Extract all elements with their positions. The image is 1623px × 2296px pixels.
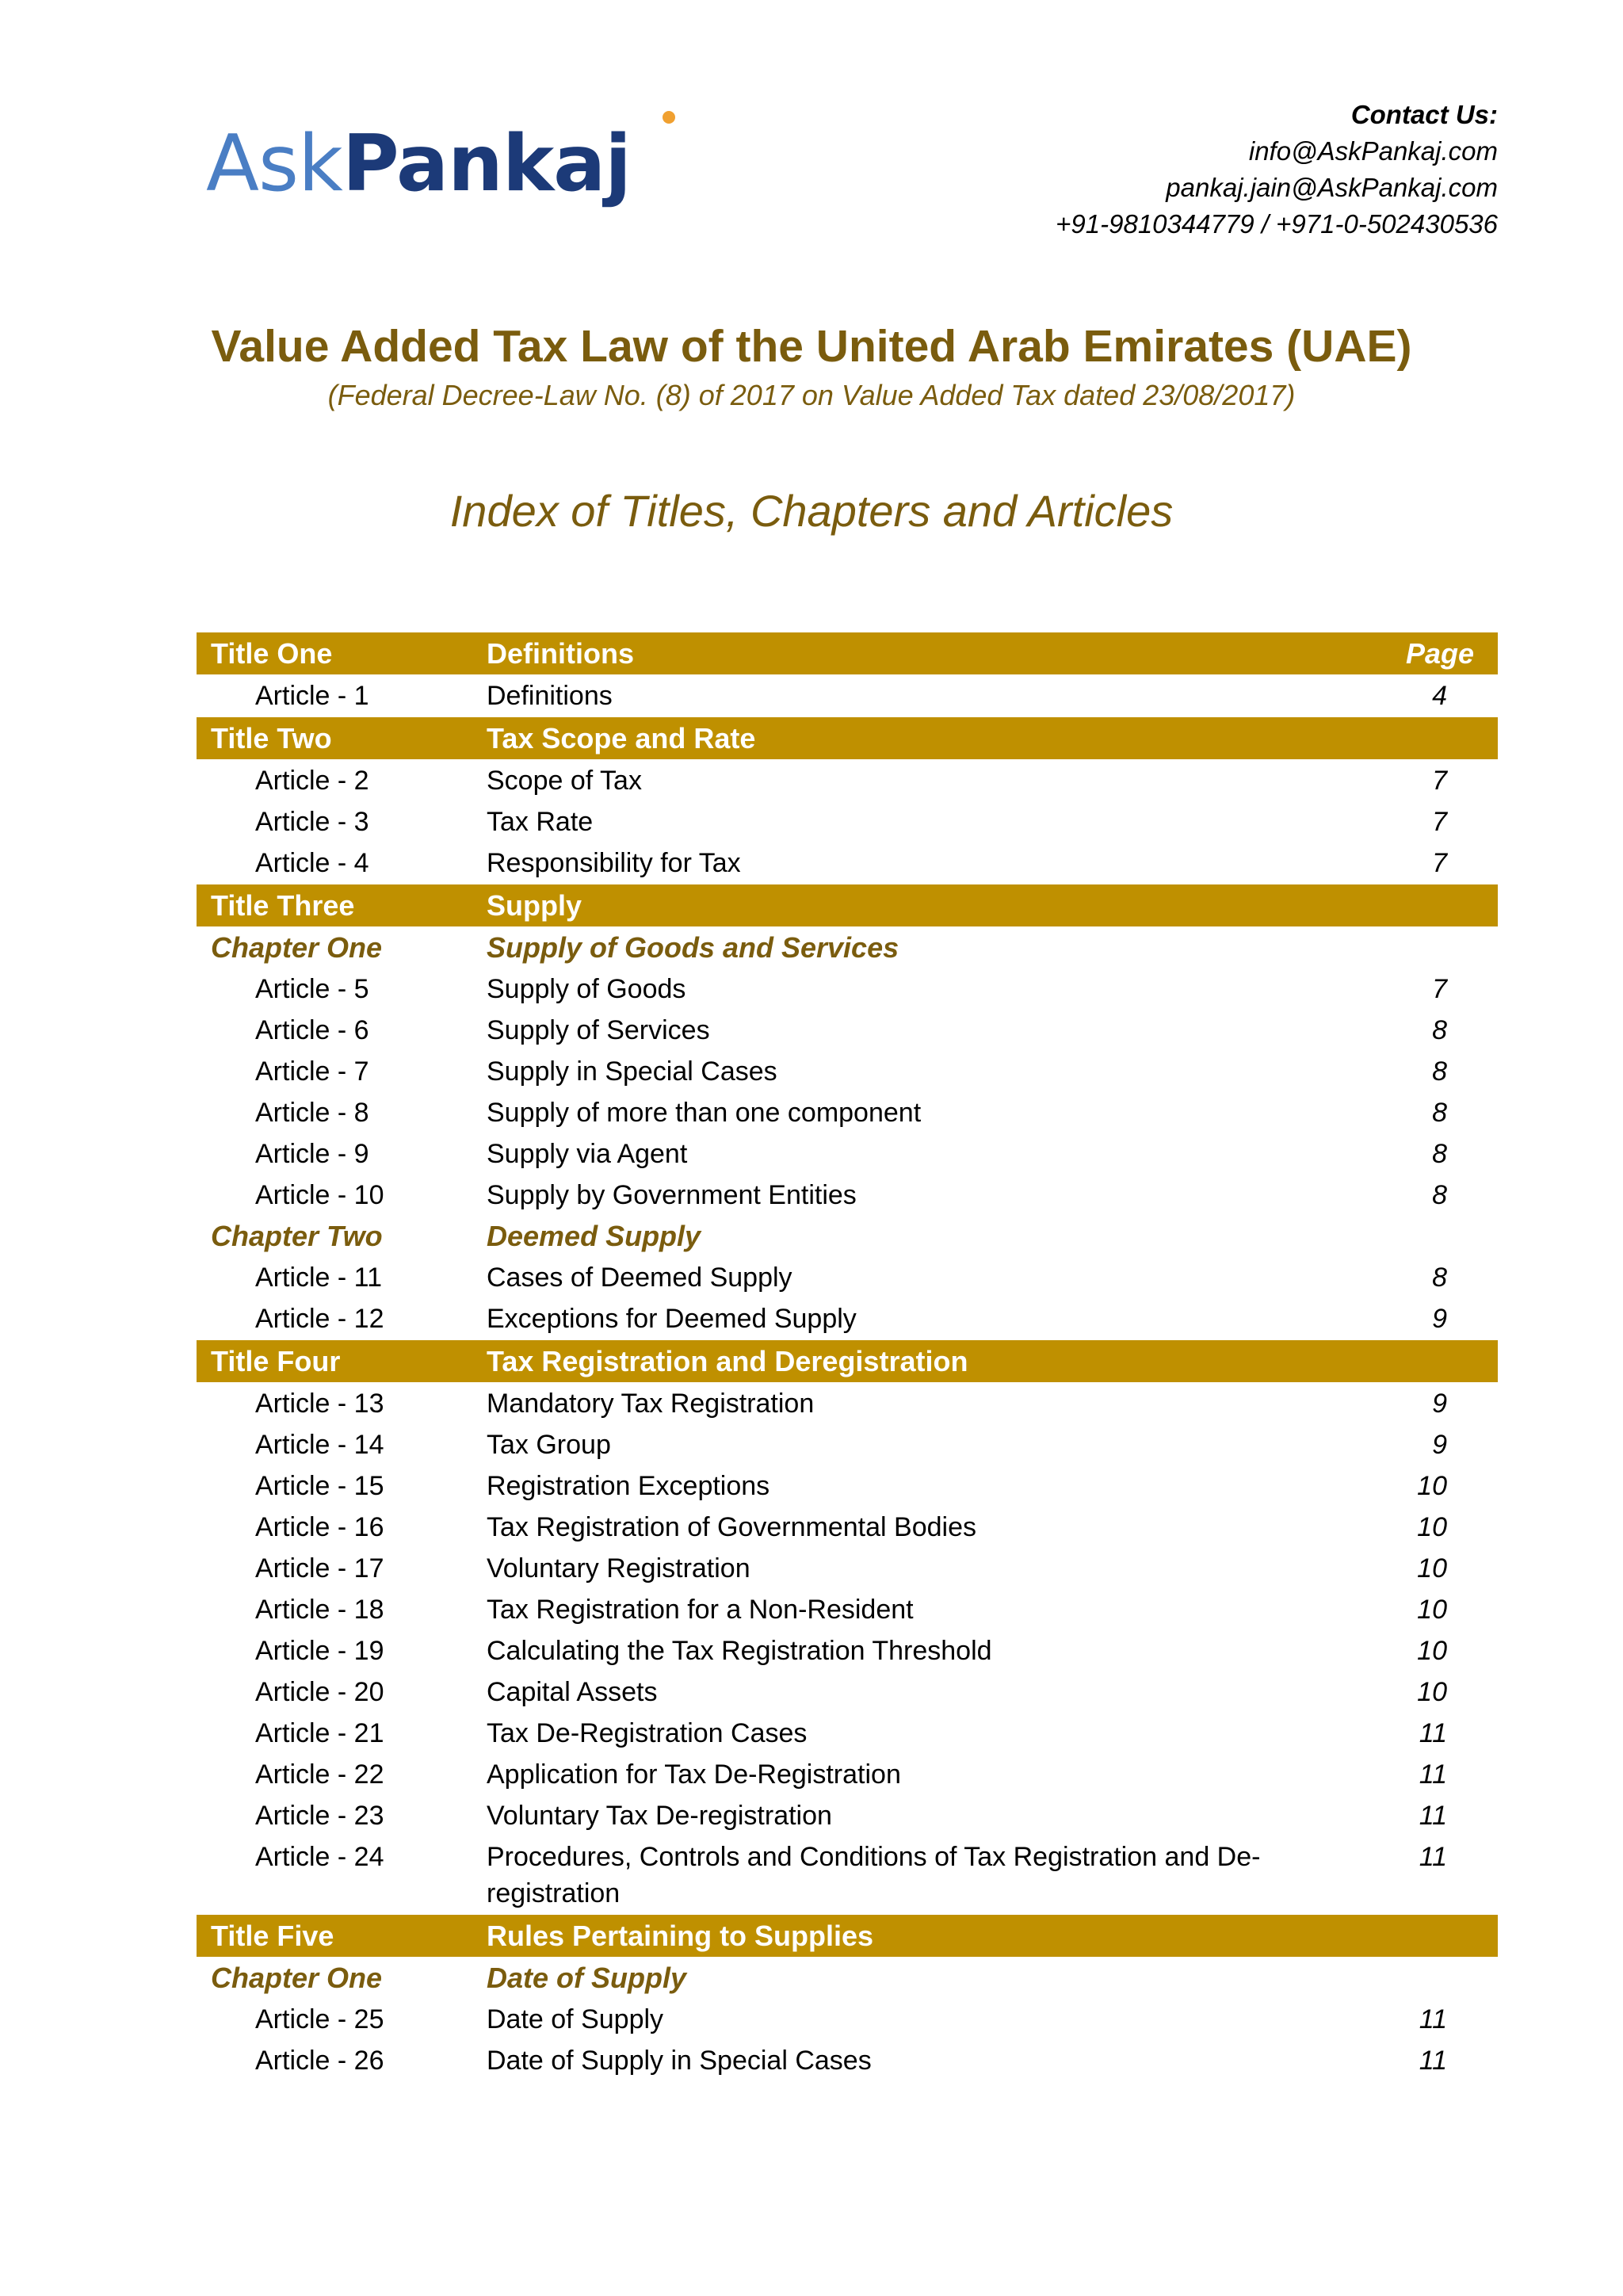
toc-title-row: [197, 884, 1498, 926]
toc-article-name: Tax De-Registration Cases: [487, 1718, 808, 1748]
toc-article-name: Date of Supply: [487, 2004, 664, 2034]
toc-page-number: 11: [1419, 1718, 1447, 1748]
toc-article-name: Voluntary Tax De-registration: [487, 1801, 832, 1831]
toc-article-label: Article - 16: [255, 1512, 384, 1542]
toc-page-number: 10: [1417, 1553, 1447, 1584]
toc-article-row: [197, 1133, 1498, 1175]
askpankaj-logo: [206, 105, 631, 223]
contact-block: [1056, 97, 1498, 243]
toc-article-label: Article - 22: [255, 1759, 384, 1790]
toc-article-label: Article - 15: [255, 1471, 384, 1501]
toc-page-number: 4: [1432, 681, 1447, 711]
toc-article-row: [197, 968, 1498, 1010]
toc-page-number: 9: [1432, 1304, 1447, 1334]
toc-article-label: Article - 8: [255, 1098, 369, 1128]
toc-article-row: [197, 1175, 1498, 1216]
toc-article-label: Article - 13: [255, 1389, 384, 1419]
toc-article-label: Article - 23: [255, 1801, 384, 1831]
toc-article-label: Article - 19: [255, 1636, 384, 1666]
toc-article-row: [197, 760, 1498, 801]
toc-page-number: 7: [1432, 848, 1447, 878]
toc-page-number: 10: [1417, 1595, 1447, 1625]
logo-text-ask: Ask: [206, 119, 342, 209]
toc-article-name: Registration Exceptions: [487, 1471, 770, 1501]
toc-chapter-name: Date of Supply: [487, 1962, 687, 1994]
logo-text-pankaj: Pankaj: [342, 119, 631, 209]
toc-article-row: [197, 1589, 1498, 1630]
toc-article-name: Supply by Government Entities: [487, 1180, 857, 1210]
toc-article-label: Article - 4: [255, 848, 369, 878]
toc-article-name: Capital Assets: [487, 1677, 658, 1707]
toc-chapter-row: [197, 927, 1498, 968]
toc-title-name: Definitions: [487, 637, 634, 670]
toc-article-name: Cases of Deemed Supply: [487, 1263, 792, 1293]
toc-article-name: Exceptions for Deemed Supply: [487, 1304, 857, 1334]
document-title: Value Added Tax Law of the United Arab Emirates (UAE): [211, 321, 1412, 372]
toc-chapter-name: Supply of Goods and Services: [487, 931, 899, 964]
table-of-contents: [197, 632, 1498, 2081]
toc-article-label: Article - 3: [255, 807, 369, 837]
toc-article-name: Supply via Agent: [487, 1139, 688, 1169]
toc-article-label: Article - 5: [255, 974, 369, 1004]
toc-page-number: 11: [1419, 2004, 1447, 2034]
toc-article-label: Article - 20: [255, 1677, 384, 1707]
toc-article-label: Article - 2: [255, 766, 369, 796]
toc-title-label: Title Three: [211, 889, 355, 922]
toc-article-label: Article - 18: [255, 1595, 384, 1625]
toc-page-number: 8: [1432, 1098, 1447, 1128]
toc-article-row: [197, 1257, 1498, 1298]
toc-article-row: [197, 1836, 1498, 1914]
toc-page-number: 11: [1419, 1801, 1447, 1831]
toc-article-label: Article - 26: [255, 2046, 384, 2076]
toc-article-name: Supply of Goods: [487, 974, 686, 1004]
toc-article-name: Application for Tax De-Registration: [487, 1759, 901, 1790]
toc-title-name: Rules Pertaining to Supplies: [487, 1920, 874, 1952]
toc-title-name: Tax Registration and Deregistration: [487, 1345, 968, 1377]
toc-article-row: [197, 1999, 1498, 2040]
toc-chapter-label: Chapter One: [211, 931, 383, 964]
contact-phone: +91-9810344779 / +971-0-502430536: [1056, 209, 1498, 239]
toc-article-name: Tax Group: [487, 1430, 611, 1460]
toc-page-number: 8: [1432, 1263, 1447, 1293]
toc-page-number: 7: [1432, 974, 1447, 1004]
toc-title-label: Title Two: [211, 722, 332, 755]
toc-article-row: [197, 1383, 1498, 1424]
toc-article-label: Article - 9: [255, 1139, 369, 1169]
toc-article-name: Procedures, Controls and Conditions of Tax Registration and De-registration: [487, 1842, 1261, 1908]
toc-article-label: Article - 1: [255, 681, 369, 711]
contact-title: Contact Us:: [1350, 100, 1498, 129]
toc-title-name: Supply: [487, 889, 582, 922]
toc-page-number: 7: [1432, 807, 1447, 837]
toc-page-number: 7: [1432, 766, 1447, 796]
toc-chapter-name: Deemed Supply: [487, 1220, 701, 1252]
toc-article-name: Mandatory Tax Registration: [487, 1389, 815, 1419]
toc-article-label: Article - 14: [255, 1430, 384, 1460]
toc-page-number: 9: [1432, 1389, 1447, 1419]
toc-article-name: Voluntary Registration: [487, 1553, 750, 1584]
toc-article-name: Supply of more than one component: [487, 1098, 922, 1128]
toc-page-number: 9: [1432, 1430, 1447, 1460]
toc-chapter-label: Chapter One: [211, 1962, 383, 1994]
toc-article-label: Article - 21: [255, 1718, 384, 1748]
toc-title-row: [197, 1340, 1498, 1382]
toc-page-number: 11: [1419, 1842, 1447, 1872]
toc-article-row: [197, 1465, 1498, 1507]
toc-title-row: [197, 1915, 1498, 1957]
toc-article-row: [197, 801, 1498, 842]
toc-article-name: Scope of Tax: [487, 766, 642, 796]
toc-title-row: [197, 632, 1498, 674]
toc-article-label: Article - 17: [255, 1553, 384, 1584]
toc-article-row: [197, 842, 1498, 884]
toc-article-label: Article - 7: [255, 1056, 369, 1087]
contact-email-pankaj[interactable]: pankaj.jain@AskPankaj.com: [1166, 173, 1498, 202]
toc-article-label: Article - 10: [255, 1180, 384, 1210]
toc-article-row: [197, 1795, 1498, 1836]
toc-article-name: Tax Rate: [487, 807, 594, 837]
toc-chapter-row: [197, 1958, 1498, 1999]
contact-email-info[interactable]: info@AskPankaj.com: [1248, 136, 1498, 166]
toc-title-name: Tax Scope and Rate: [487, 722, 756, 755]
toc-article-row: [197, 1713, 1498, 1754]
toc-article-row: [197, 1507, 1498, 1548]
toc-article-row: [197, 1092, 1498, 1133]
toc-article-name: Supply in Special Cases: [487, 1056, 777, 1087]
toc-article-name: Responsibility for Tax: [487, 848, 741, 878]
toc-article-label: Article - 6: [255, 1015, 369, 1045]
toc-title-label: Title Five: [211, 1920, 334, 1952]
toc-article-row: [197, 1671, 1498, 1713]
toc-page-number: Page: [1405, 637, 1474, 670]
toc-page-number: 10: [1417, 1636, 1447, 1666]
toc-article-name: Tax Registration for a Non-Resident: [487, 1595, 914, 1625]
toc-article-row: [197, 2040, 1498, 2081]
toc-article-row: [197, 1424, 1498, 1465]
toc-article-name: Date of Supply in Special Cases: [487, 2046, 872, 2076]
toc-title-label: Title Four: [211, 1345, 341, 1377]
toc-page-number: 8: [1432, 1056, 1447, 1087]
toc-article-row: [197, 1754, 1498, 1795]
toc-article-name: Supply of Services: [487, 1015, 710, 1045]
toc-article-label: Article - 24: [255, 1842, 384, 1872]
toc-article-row: [197, 1298, 1498, 1339]
index-title: Index of Titles, Chapters and Articles: [449, 486, 1174, 536]
toc-article-name: Calculating the Tax Registration Threshold: [487, 1636, 992, 1666]
toc-page-number: 11: [1419, 2046, 1447, 2076]
toc-page-number: 10: [1417, 1471, 1447, 1501]
toc-page-number: 10: [1417, 1677, 1447, 1707]
toc-page-number: 10: [1417, 1512, 1447, 1542]
toc-title-label: Title One: [211, 637, 333, 670]
toc-page-number: 8: [1432, 1139, 1447, 1169]
toc-chapter-label: Chapter Two: [211, 1220, 383, 1252]
toc-article-label: Article - 11: [255, 1263, 382, 1293]
toc-article-label: Article - 12: [255, 1304, 384, 1334]
toc-article-row: [197, 1548, 1498, 1589]
toc-article-name: Definitions: [487, 681, 613, 711]
toc-title-row: [197, 717, 1498, 759]
toc-page-number: 8: [1432, 1180, 1447, 1210]
toc-article-label: Article - 25: [255, 2004, 384, 2034]
toc-page-number: 11: [1419, 1759, 1447, 1790]
logo-dot-icon: [663, 111, 675, 124]
toc-chapter-row: [197, 1216, 1498, 1257]
document-subtitle: (Federal Decree-Law No. (8) of 2017 on Value Added Tax dated 23/08/2017): [327, 379, 1296, 411]
toc-article-name: Tax Registration of Governmental Bodies: [487, 1512, 976, 1542]
toc-article-row: [197, 675, 1498, 716]
toc-page-number: 8: [1432, 1015, 1447, 1045]
toc-article-row: [197, 1630, 1498, 1671]
toc-article-row: [197, 1010, 1498, 1051]
toc-article-row: [197, 1051, 1498, 1092]
